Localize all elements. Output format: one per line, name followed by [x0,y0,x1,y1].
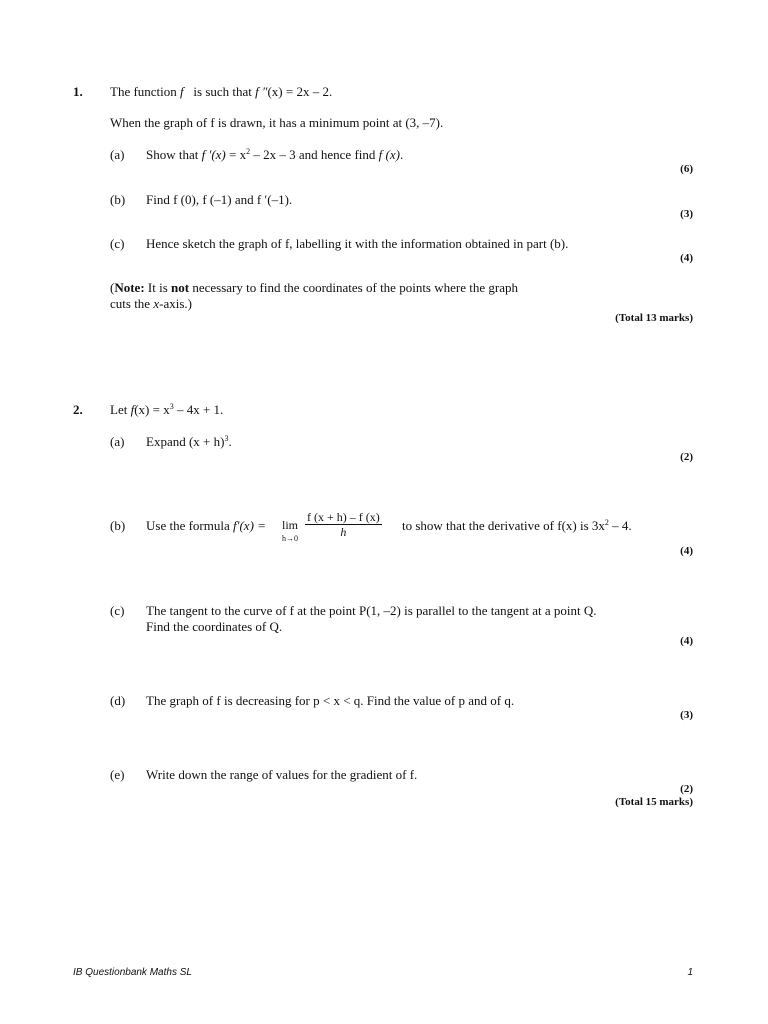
q2-intro: Let $f(x) = x^3 - 4x + 1$. [110,402,224,417]
q2b-text: to show that the derivative of f(x) is $3x^2 - 4$. [402,518,632,533]
q1-note-line2: cuts the x-axis.) [110,296,192,311]
q2e-text: Write down the range of values for the gradient of f. [146,767,418,782]
q2a-marks: (2) [680,451,693,463]
q1b-marks: (3) [680,208,693,220]
q2d-label: (d) [110,693,126,708]
q2a-label: (a) [110,434,125,449]
q1a-marks: (6) [680,163,693,175]
q2c-label: (c) [110,603,125,618]
q2c-marks: (4) [680,635,693,647]
footer-source: IB Questionbank Maths SL [73,967,192,978]
q2d-text: The graph of f is decreasing for p < x < q. Find the value of p and of q. [146,693,515,708]
q1c-label: (c) [110,236,125,251]
q2b-formula-intro: Use the formula f′(x) = [146,518,266,533]
q2d-marks: (3) [680,709,693,721]
q1a-label: (a) [110,147,125,162]
q2b-limit: lim h→0 [282,518,299,543]
q1-intro: The function f is such that f ″(x) = 2x – 2. [110,84,333,99]
q2c-text-line2: Find the coordinates of Q. [146,619,283,634]
q2e-marks: (2) [680,783,693,795]
q1c-marks: (4) [680,252,693,264]
footer-page-number: 1 [687,967,693,978]
q2b-label: (b) [110,518,126,533]
q1a-text: Show that f $'(x) = x^2 - 2x - 3$ and hence find f (x). [146,147,404,162]
q2-number: 2. [73,402,83,417]
q2a-text: Expand $(x + h)^3$. [146,434,232,449]
q1c-text: Hence sketch the graph of f, labelling it with the information obtained in part (b). [146,236,569,251]
q1b-text: Find f (0), f (–1) and f ′(–1). [146,192,293,207]
q2-total-marks: (Total 15 marks) [615,796,693,808]
q1-number: 1. [73,84,83,99]
q2e-label: (e) [110,767,125,782]
q2c-text-line1: The tangent to the curve of f at the point P(1, –2) is parallel to the tangent at a point Q. [146,603,597,618]
q2b-difference-quotient: $\frac{f (x + h) - f (x)}{h}$ [307,510,380,539]
q1-minimum-point-line: When the graph of f is drawn, it has a minimum point at (3, –7). [110,115,444,130]
q1b-label: (b) [110,192,126,207]
q2b-marks: (4) [680,545,693,557]
q1-total-marks: (Total 13 marks) [615,312,693,324]
q1-note: (Note: It is not necessary to find the coordinates of the points where the graph [110,280,518,295]
